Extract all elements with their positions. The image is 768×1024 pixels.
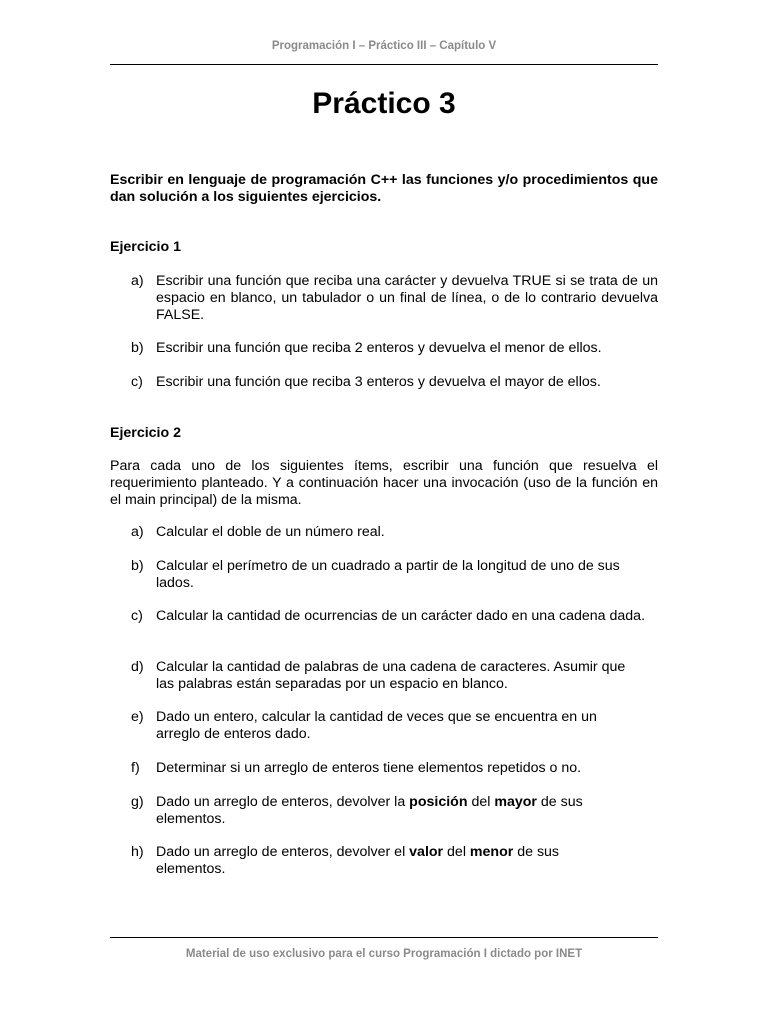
item-letter: g): [131, 794, 144, 810]
item-text-mid: del: [443, 844, 470, 860]
header-divider: [110, 64, 658, 65]
running-header: Programación I – Práctico III – Capítulo V: [271, 40, 497, 52]
item-text-emphasis-value: valor: [409, 844, 444, 860]
item-text: Calcular la cantidad de palabras de una cadena de caracteres. Asumir que las palabras están separadas por un espacio en blanco.: [156, 659, 626, 692]
item-text-pre: Dado un arreglo de enteros, devolver la: [156, 794, 410, 810]
item-text-post: de sus elementos.: [156, 794, 583, 827]
item-text-pre: Dado un arreglo de enteros, devolver el: [156, 844, 410, 860]
footer-divider: [110, 937, 658, 938]
item-text: Dado un entero, calcular la cantidad de veces que se encuentra en un arreglo de enteros dado.: [156, 709, 597, 742]
item-letter: e): [131, 709, 144, 725]
item-text: [156, 794, 631, 828]
page-footer: Material de uso exclusivo para el curso Programación I dictado por INET: [185, 948, 583, 960]
item-text-emphasis-greatest: mayor: [494, 794, 537, 810]
exercise-2-item-b: [131, 558, 658, 592]
item-text-post: de sus elementos.: [156, 844, 560, 877]
item-letter: c): [131, 374, 143, 390]
exercise-2-item-d: [131, 659, 658, 693]
exercise-2-intro: Para cada uno de los siguientes ítems, escribir una función que resuelva el requerimiento planteado. Y a continuación hacer una invocación (uso de la función en el main principal) de la misma.: [110, 458, 658, 508]
item-letter: c): [131, 608, 143, 624]
exercise-1-item-a: [131, 273, 658, 324]
item-text: [156, 844, 606, 878]
exercise-2-heading: Ejercicio 2: [110, 425, 181, 441]
exercise-1-heading: Ejercicio 1: [110, 239, 181, 255]
item-letter: a): [131, 524, 144, 540]
exercise-2-item-h: [131, 844, 658, 878]
exercise-2-item-a: [131, 524, 658, 541]
exercise-2-item-c: [131, 608, 658, 625]
item-text: Escribir una función que reciba 3 enteros y devuelva el mayor de ellos.: [156, 374, 601, 390]
exercise-2-item-e: [131, 709, 658, 743]
item-letter: h): [131, 844, 144, 860]
item-text-mid: del: [467, 794, 495, 810]
item-text: Determinar si un arreglo de enteros tiene elementos repetidos o no.: [156, 760, 582, 776]
exercise-1-item-c: [131, 374, 658, 391]
item-text: Calcular el perímetro de un cuadrado a partir de la longitud de uno de sus lados.: [156, 558, 620, 591]
item-text: Calcular el doble de un número real.: [156, 524, 385, 540]
item-letter: b): [131, 558, 144, 574]
item-text: Escribir una función que reciba 2 enteros y devuelva el menor de ellos.: [156, 340, 602, 356]
item-letter: a): [131, 273, 144, 289]
exercise-2-item-g: [131, 794, 658, 828]
item-letter: d): [131, 659, 144, 675]
item-letter: f): [131, 760, 140, 776]
document-title: Práctico 3: [312, 87, 456, 120]
item-text: Calcular la cantidad de ocurrencias de un carácter dado en una cadena dada.: [156, 608, 646, 624]
item-text: Escribir una función que reciba una carácter y devuelva TRUE si se trata de un espacio en blanco, un tabulador o un final de línea, o de lo contrario devuelva FALSE.: [156, 273, 658, 323]
item-text-emphasis-least: menor: [469, 844, 514, 860]
exercise-1-item-b: [131, 340, 658, 357]
item-letter: b): [131, 340, 144, 356]
intro-paragraph: Escribir en lenguaje de programación C++ las funciones y/o procedimientos que dan solución a los siguientes ejercicios.: [110, 172, 658, 205]
exercise-2-item-f: [131, 760, 658, 777]
item-text-emphasis-position: posición: [409, 794, 468, 810]
